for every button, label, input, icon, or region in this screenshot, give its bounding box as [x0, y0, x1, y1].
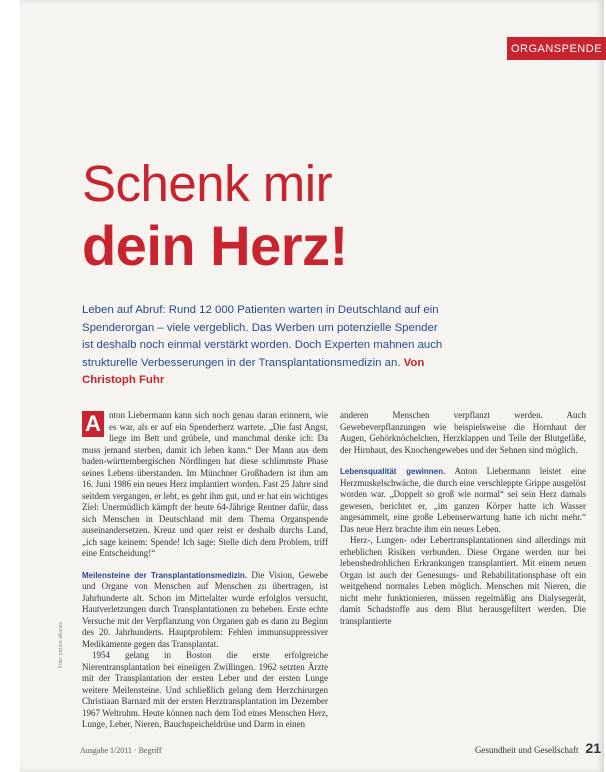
- page-number: 21: [585, 740, 602, 756]
- photo-credit: Foto: picture alliance: [58, 621, 64, 668]
- dropcap: A: [82, 411, 104, 437]
- paragraph-4-text: Anton Liebermann leistet eine Herzmuskelschwäche, die durch eine verschleppte Grippe ausgelöst worden war. „Doppelt so groß wie normal“ sei sein Herz damals gewesen, berichtet er, „im ganzen Körper hatte ich Wasser angesammelt, eine große Lebenserwartung hatte ich nicht mehr.“ Das neue Herz brachte ihm ein neues Leben.: [340, 466, 586, 534]
- paragraph-3: [82, 650, 328, 731]
- paragraph-1: [82, 410, 328, 560]
- paragraph-2-text: Die Vision, Gewebe und Organe von Menschen auf Menschen zu übertragen, ist Jahrhunderte alt. Schon im Mittelalter wurde erfolglos versucht, Hautverletzungen durch Transplantationen zu beheben. Erste echte Versuche mit der Verpflanzung von Organen gab es dann zu Beginn des 20. Jahrhunderts. Hauptproblem: Fehlen immunsuppressiver Medikamente gegen das Transplantat.: [82, 569, 328, 649]
- paragraph-1-text: nton Liebermann kann sich noch genau daran erinnern, wie es war, als er auf ein Spenderherz wartete. „Die fast Angst, liege im Bett und grübele, und manchmal denke ich: Da muss jemand sterben, damit ich leben kann.“ Der Mann aus dem baden-württembergischen Nördlingen hat diese schlimmste Phase seines Lebens überstanden. Im Münchner Großhadern ist ihm am 16. Juni 1986 ein neues Herz implantiert worden. Fast 25 Jahre sind seitdem vergangen, er lebt, es geht ihm gut, und er hat ein wichtiges Ziel: Unermüdlich kämpft der heute 64-Jährige Rentner dafür, dass sich Menschen in Deutschland mit dem Thema Organspende auseinandersetzen. Kreuz und quer reist er deshalb durchs Land, „ich sage keinem: Spende! Ich sage: Stelle dich dem Problem, triff eine Entscheidung!“: [82, 410, 328, 558]
- footer-section: [475, 740, 601, 756]
- body-column-1: [82, 410, 328, 731]
- footer-issue: Ausgabe 1/2011 · Begriff: [80, 746, 162, 755]
- lead-text: Leben auf Abruf: Rund 12 000 Patienten warten in Deutschland auf ein Spenderorgan – viele vergeblich. Das Werben um potenzielle Spender ist deshalb noch einmal verstärkt worden. Doch Experten mahnen auch strukturelle Verbesserungen in der Transplantationsmedizin an.: [82, 304, 443, 369]
- article-title-line2: dein Herz!: [82, 214, 348, 277]
- subhead-milestones: Meilensteine der Transplantationsmedizin.: [82, 570, 248, 580]
- paragraph-5-text: Herz-, Lungen- oder Lebertransplantationen sind allerdings mit erheblichen Risiken verbunden. Diese Organe werden nur bei lebensbedrohlichen Erkrankungen transplantiert. Mit einem neuen Organ ist auch der Genesungs- und Rehabilitationsphase oft ein weitgehend normales Leben möglich. Menschen mit Nieren, die nicht mehr funktionieren, müssen regelmäßig ans Dialysegerät, damit Schadstoffe aus dem Blut herausgefiltert werden. Die transplantierte: [340, 535, 586, 626]
- footer-magazine-name: Gesundheit und Gesellschaft: [475, 745, 579, 755]
- article-lead: [82, 302, 452, 390]
- author-byline: Von Christoph Fuhr: [82, 356, 425, 387]
- paragraph-4: [340, 466, 586, 535]
- subhead-quality-of-life: Lebensqualität gewinnen.: [340, 467, 446, 476]
- paragraph-2: [82, 570, 328, 651]
- paragraph-5: [340, 535, 586, 627]
- magazine-page: [20, 0, 604, 772]
- section-tab: ORGANSPENDE: [507, 37, 606, 60]
- paragraph-3-text: 1954 gelang in Boston die erste erfolgreiche Nierentransplantation bei eineiigen Zwillingen. 1962 setzten Ärzte mit der Transplantation der ersten Leber und der ersten Lunge weitere Meilensteine. Und schließlich gelang dem Herzchirurgen Christiaan Barnard mit der ersten Herztransplantation im Dezember 1967 Weltruhm. Heute können nach dem Tod eines Menschen Herz, Lunge, Leber, Nieren, Bauchspeicheldrüse und Darm in einen: [82, 650, 328, 729]
- body-column-2: [340, 410, 586, 627]
- article-title-line1: Schenk mir: [82, 155, 333, 212]
- paragraph-3-continued: anderen Menschen verpflanzt werden. Auch Gewebeverpflanzungen wie beispielsweise die Hornhaut der Augen, Gehörknöchelchen, Herzklappen und Teile der Blutgefäße, der Hirnhaut, des Knochengewebes und der Sehnen sind möglich.: [340, 410, 586, 455]
